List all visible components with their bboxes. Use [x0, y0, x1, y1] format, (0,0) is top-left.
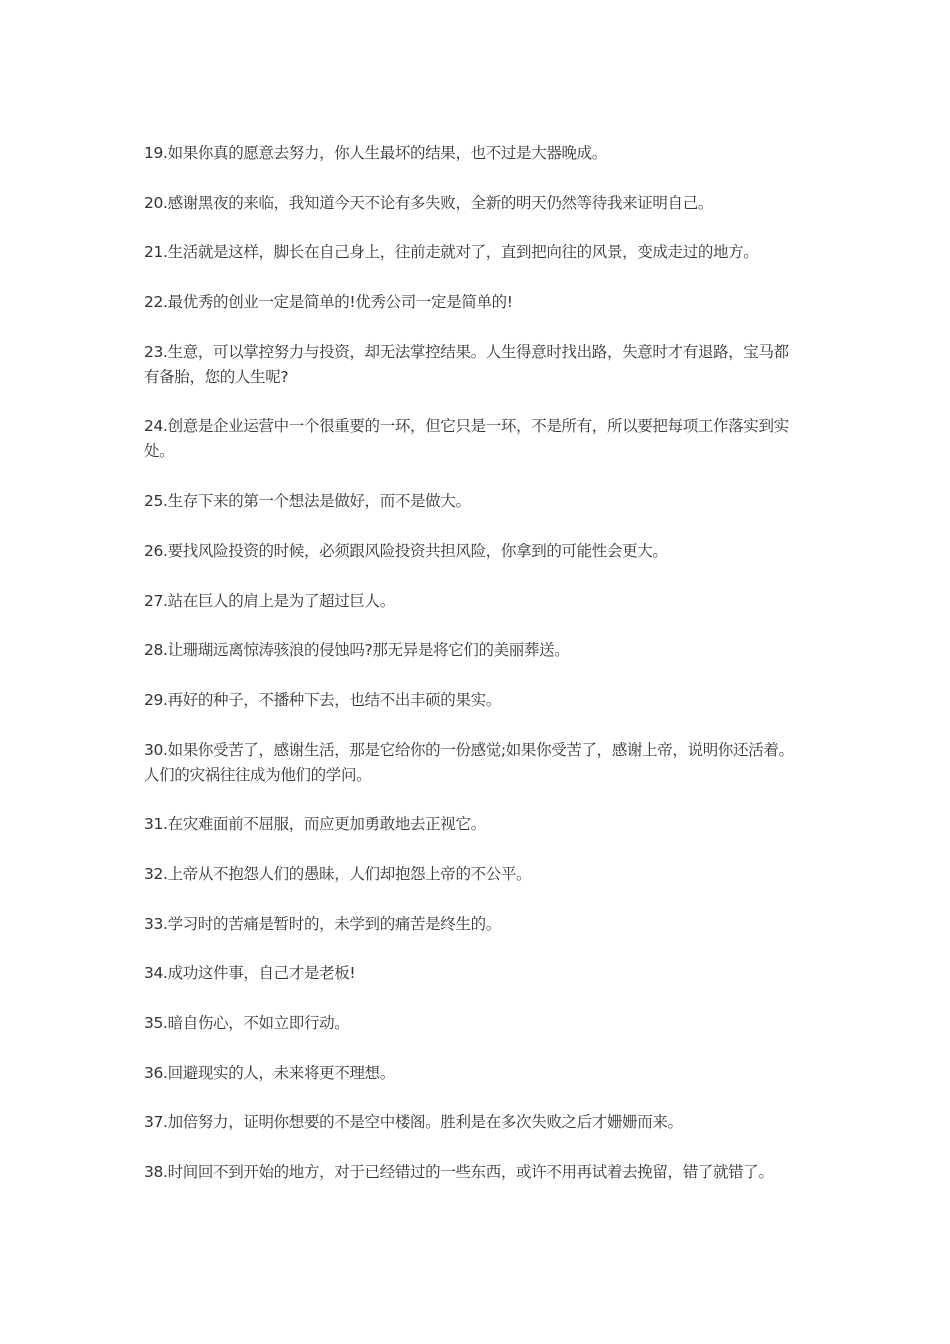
quote-30: 30.如果你受苦了，感谢生活，那是它给你的一份感觉;如果你受苦了，感谢上帝，说明你还活着。人们的灾祸往往成为他们的学问。 — [144, 740, 794, 784]
quote-28: 28.让珊瑚远离惊涛骇浪的侵蚀吗?那无异是将它们的美丽葬送。 — [144, 641, 570, 660]
quote-36: 36.回避现实的人，未来将更不理想。 — [144, 1063, 395, 1082]
document-page — [144, 141, 824, 1210]
quote-23: 23.生意，可以掌控努力与投资，却无法掌控结果。人生得意时找出路，失意时才有退路，宝马都有备胎，您的人生呢? — [144, 342, 789, 386]
quote-26: 26.要找风险投资的时候，必须跟风险投资共担风险，你拿到的可能性会更大。 — [144, 541, 668, 560]
quote-32: 32.上帝从不抱怨人们的愚昧，人们却抱怨上帝的不公平。 — [144, 864, 532, 883]
quote-29: 29.再好的种子，不播种下去，也结不出丰硕的果实。 — [144, 690, 501, 709]
quote-37: 37.加倍努力，证明你想要的不是空中楼阁。胜利是在多次失败之后才姗姗而来。 — [144, 1113, 683, 1132]
quote-22: 22.最优秀的创业一定是简单的!优秀公司一定是简单的! — [144, 293, 513, 312]
quote-31: 31.在灾难面前不屈服，而应更加勇敢地去正视它。 — [144, 815, 486, 834]
quote-38: 38.时间回不到开始的地方，对于已经错过的一些东西，或许不用再试着去挽留，错了就错了。 — [144, 1163, 774, 1182]
quote-21: 21.生活就是这样，脚长在自己身上，往前走就对了，直到把向往的风景，变成走过的地方。 — [144, 243, 759, 262]
quote-20: 20.感谢黑夜的来临，我知道今天不论有多失败，全新的明天仍然等待我来证明自己。 — [144, 193, 714, 212]
quote-33: 33.学习时的苦痛是暂时的，未学到的痛苦是终生的。 — [144, 914, 501, 933]
quote-27: 27.站在巨人的肩上是为了超过巨人。 — [144, 591, 395, 610]
quote-19: 19.如果你真的愿意去努力，你人生最坏的结果，也不过是大器晚成。 — [144, 144, 607, 162]
quote-25: 25.生存下来的第一个想法是做好，而不是做大。 — [144, 492, 471, 511]
quote-34: 34.成功这件事，自己才是老板! — [144, 964, 356, 983]
quote-35: 35.暗自伤心，不如立即行动。 — [144, 1014, 350, 1032]
quote-24: 24.创意是企业运营中一个很重要的一环，但它只是一环，不是所有，所以要把每项工作落实到实处。 — [144, 417, 789, 461]
